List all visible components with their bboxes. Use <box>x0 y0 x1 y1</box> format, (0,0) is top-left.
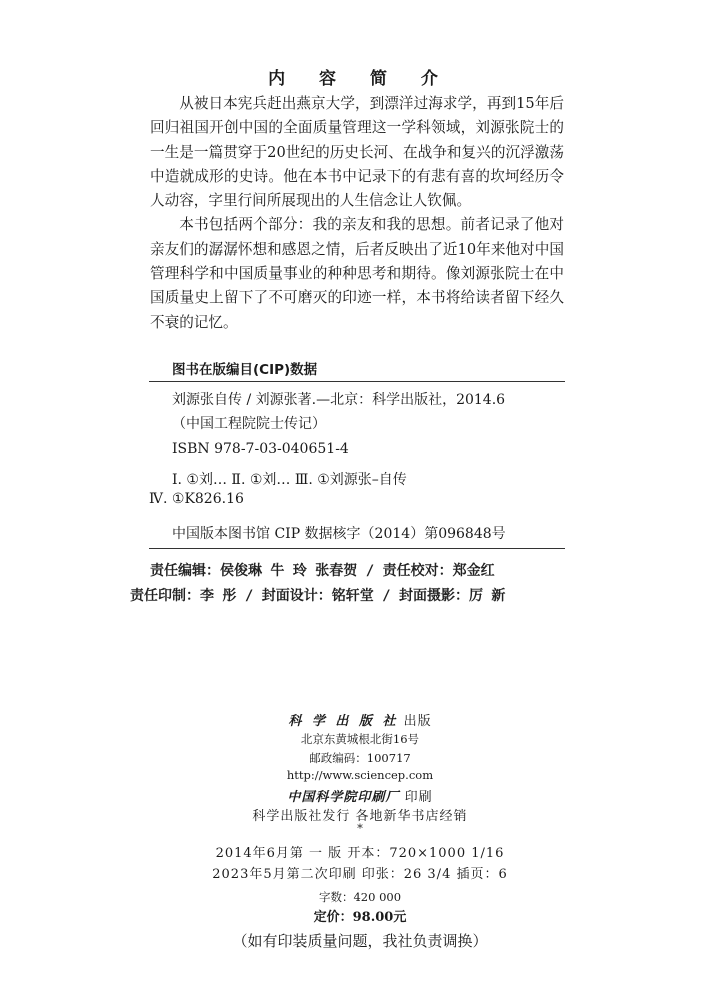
publisher-suffix: 出版 <box>403 714 432 729</box>
edition-line-1: 2014年6月第 一 版 开本：720×1000 1/16 <box>215 846 505 861</box>
printer-logo-text: 中国科学院印刷厂 <box>287 790 400 805</box>
cip-isbn: ISBN 978-7-03-040651-4 <box>172 441 349 457</box>
printer-suffix: 印刷 <box>404 790 433 805</box>
credits-line-1: 责任编辑：侯俊琳 牛 玲 张春贺 / 责任校对：郑金红 <box>150 563 495 579</box>
publisher-url: http://www.sciencep.com <box>286 768 434 782</box>
cip-bottom-rule <box>149 548 565 549</box>
publisher-address: 北京东黄城根北街16号 <box>300 732 420 746</box>
price: 定价：98.00元 <box>313 910 407 925</box>
separator-asterisk: * <box>357 821 363 835</box>
cip-subject-line-2: Ⅳ. ①K826.16 <box>149 491 244 507</box>
cip-top-rule <box>149 381 565 382</box>
word-count: 字数：420 000 <box>318 890 402 904</box>
quality-notice: （如有印装质量问题，我社负责调换） <box>232 932 488 950</box>
summary-title: 内 容 简 介 <box>268 69 452 89</box>
publisher-postcode: 邮政编码：100717 <box>309 751 411 765</box>
cip-entry-line-1: 刘源张自传 / 刘源张著.—北京：科学出版社，2014.6 <box>172 392 506 408</box>
printer-line <box>0 786 720 805</box>
summary-paragraph-2: 本书包括两个部分：我的亲友和我的思想。前者记录了他对亲友们的潺潺怀想和感恩之情，后者反映出了近10年来他对中国管理科学和中国质量事业的种种思考和期待。像刘源张院士在中国质量史上留下了不可磨灭的印迹一样，本书将给读者留下经久不衰的记忆。 <box>150 216 564 331</box>
publisher-logo-text: 科 学 出 版 社 <box>288 714 399 729</box>
cip-entry-line-2: （中国工程院院士传记） <box>172 416 326 432</box>
cip-heading: 图书在版编目(CIP)数据 <box>172 362 318 378</box>
summary-body <box>150 92 564 335</box>
publisher-line <box>0 710 720 729</box>
cip-subject-line-1: Ⅰ. ①刘… Ⅱ. ①刘… Ⅲ. ①刘源张–自传 <box>172 472 407 488</box>
edition-line-2: 2023年5月第二次印刷 印张：26 3/4 插页：6 <box>212 867 508 882</box>
summary-paragraph-1: 从被日本宪兵赶出燕京大学，到漂洋过海求学，再到15年后回归祖国开创中国的全面质量管理这一学科领域，刘源张院士的一生是一篇贯穿于20世纪的历史长河、在战争和复兴的沉浮激荡中造就成形的史诗。他在本书中记录下的有悲有喜的坎坷经历令人动容，字里行间所展现出的人生信念让人钦佩。 <box>150 95 564 210</box>
distribution-line: 科学出版社发行 各地新华书店经销 <box>252 809 468 824</box>
credits-line-2: 责任印制：李 彤 / 封面设计：铭轩堂 / 封面摄影：厉 新 <box>130 588 506 604</box>
cip-catalog-number: 中国版本图书馆 CIP 数据核字（2014）第096848号 <box>172 526 506 542</box>
